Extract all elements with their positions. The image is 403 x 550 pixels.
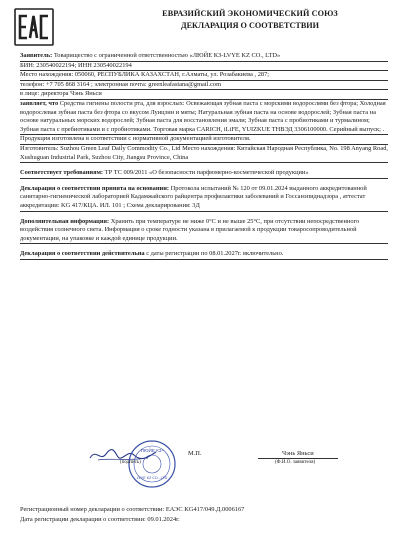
basis-text: Протокола испытаний № 120 от 09.01.2024 выданного аккредитованной санитарно-гигиенической лабораторией Кадамжайского райцентра профилактики заболеваний и Госсанэпиднадзора , аттестат аккредитации: KG 417/КЦА. ИЛ. 101 ; Схема декларирования: 3Д [20,184,367,209]
signature-caption: (подпись) [120,460,141,465]
declares-paragraph [20,100,388,135]
seal-mark: М.П. [188,450,202,457]
docs-line: Продукция изготовлена в соответствии с нормативной документацией изготовителя. [20,135,388,145]
declaration-body [20,52,388,260]
stamp-text-top: ЛЮЙЕ КЗ- [140,448,164,453]
applicant-line [20,52,388,62]
additional-paragraph [20,218,388,245]
applicant-value: Товарищество с ограниченной ответственностью «ЛЮЙЕ КЗ-LVYE KZ CO., LTD» [53,52,281,59]
validity-label: Декларация о соответствии действительна [20,250,145,258]
applicant-label: Заявитель: [20,52,53,59]
phone-line: телефон: +7 705 868 3164 ; электронная почта: greenleafastana@gmail.com [20,81,388,91]
manufacturer-line: Изготовитель: Suzhou Green Leaf Daily Commodity Co., Ltd Место нахождения: Китайская Народная Республика, No. 198 Anyang Road, Xushuguan Industrial Park, Suzhou City, Jiangsu Province, China [20,145,388,163]
signer-name: Чэнь Яньси [282,450,314,457]
basis-paragraph [20,185,388,212]
stamp-text-bottom: LVYE KZ CO., LTD [136,476,168,480]
basis-label: Декларация о соответствии принята на основании: [20,184,170,192]
declares-label: заявляет, что [20,99,59,107]
union-title: ЕВРАЗИЙСКИЙ ЭКОНОМИЧЕСКИЙ СОЮЗ [162,9,338,18]
requirements-text: ТР ТС 009/2011 «О безопасности парфюмерно-косметической продукции» [104,169,309,177]
signer-line [258,458,338,459]
validity-text: с даты регистрации по 08.01.2027г. включительно. [146,250,284,258]
person-line: в лице: директора Чэнь Яньси [20,90,388,100]
signature-block [20,446,388,498]
requirements-label: Соответствует требованиям: [20,169,104,177]
registration-block [20,505,388,524]
document-title: ДЕКЛАРАЦИЯ О СООТВЕТСТВИИ [180,21,320,30]
registration-date: Дата регистрации декларации о соответствии: 09.01.2024г. [20,515,180,523]
registration-number: Регистрационный номер декларации о соответствии: ЕАЭС KG417/049.Д.0006167 [20,506,245,513]
validity-paragraph [20,250,388,260]
fio-caption: (Ф.И.О. заявителя) [275,460,316,465]
additional-label: Дополнительная информация: [20,217,110,225]
location-line: Место нахождения: 050060, РЕСПУБЛИКА КАЗАХСТАН, г.Алматы, ул. Розабакиева , 287; [20,71,388,81]
requirements-paragraph [20,169,388,179]
eac-logo [14,8,54,46]
bin-line: БИН: 230540022194; ИНН 230540022194 [20,62,388,72]
declares-text: Средства гигиены полости рта, для взрослых: Освежающая зубная паста с морскими водорослями без фтора; Холодная водорослевая зубная паста без фтора со вкусом Луицзин и мяты; Натуральная зубная паста на основе водорослей; Зубная паста на основе натуральных морских водорослей; Зубная паста для восстановления эмали; Зубная паста с пробиотиками и турмалином; Зубная паста с пребиотиками и с пробиотиками. Торговая марка CARICH, iLiFE, YUIZKUE ТНВЭД 3306100000. Серийный выпуск; . [20,99,386,133]
additional-text: Хранить при температуре не ниже 0°С и не выше 25°С, при отсутствии непосредственного воздействия солнечного света. Информация о сроке годности указана в прилагаемой к продукции товаросопроводительной документации, на упаковке и каждой единице продукции. [20,217,360,242]
